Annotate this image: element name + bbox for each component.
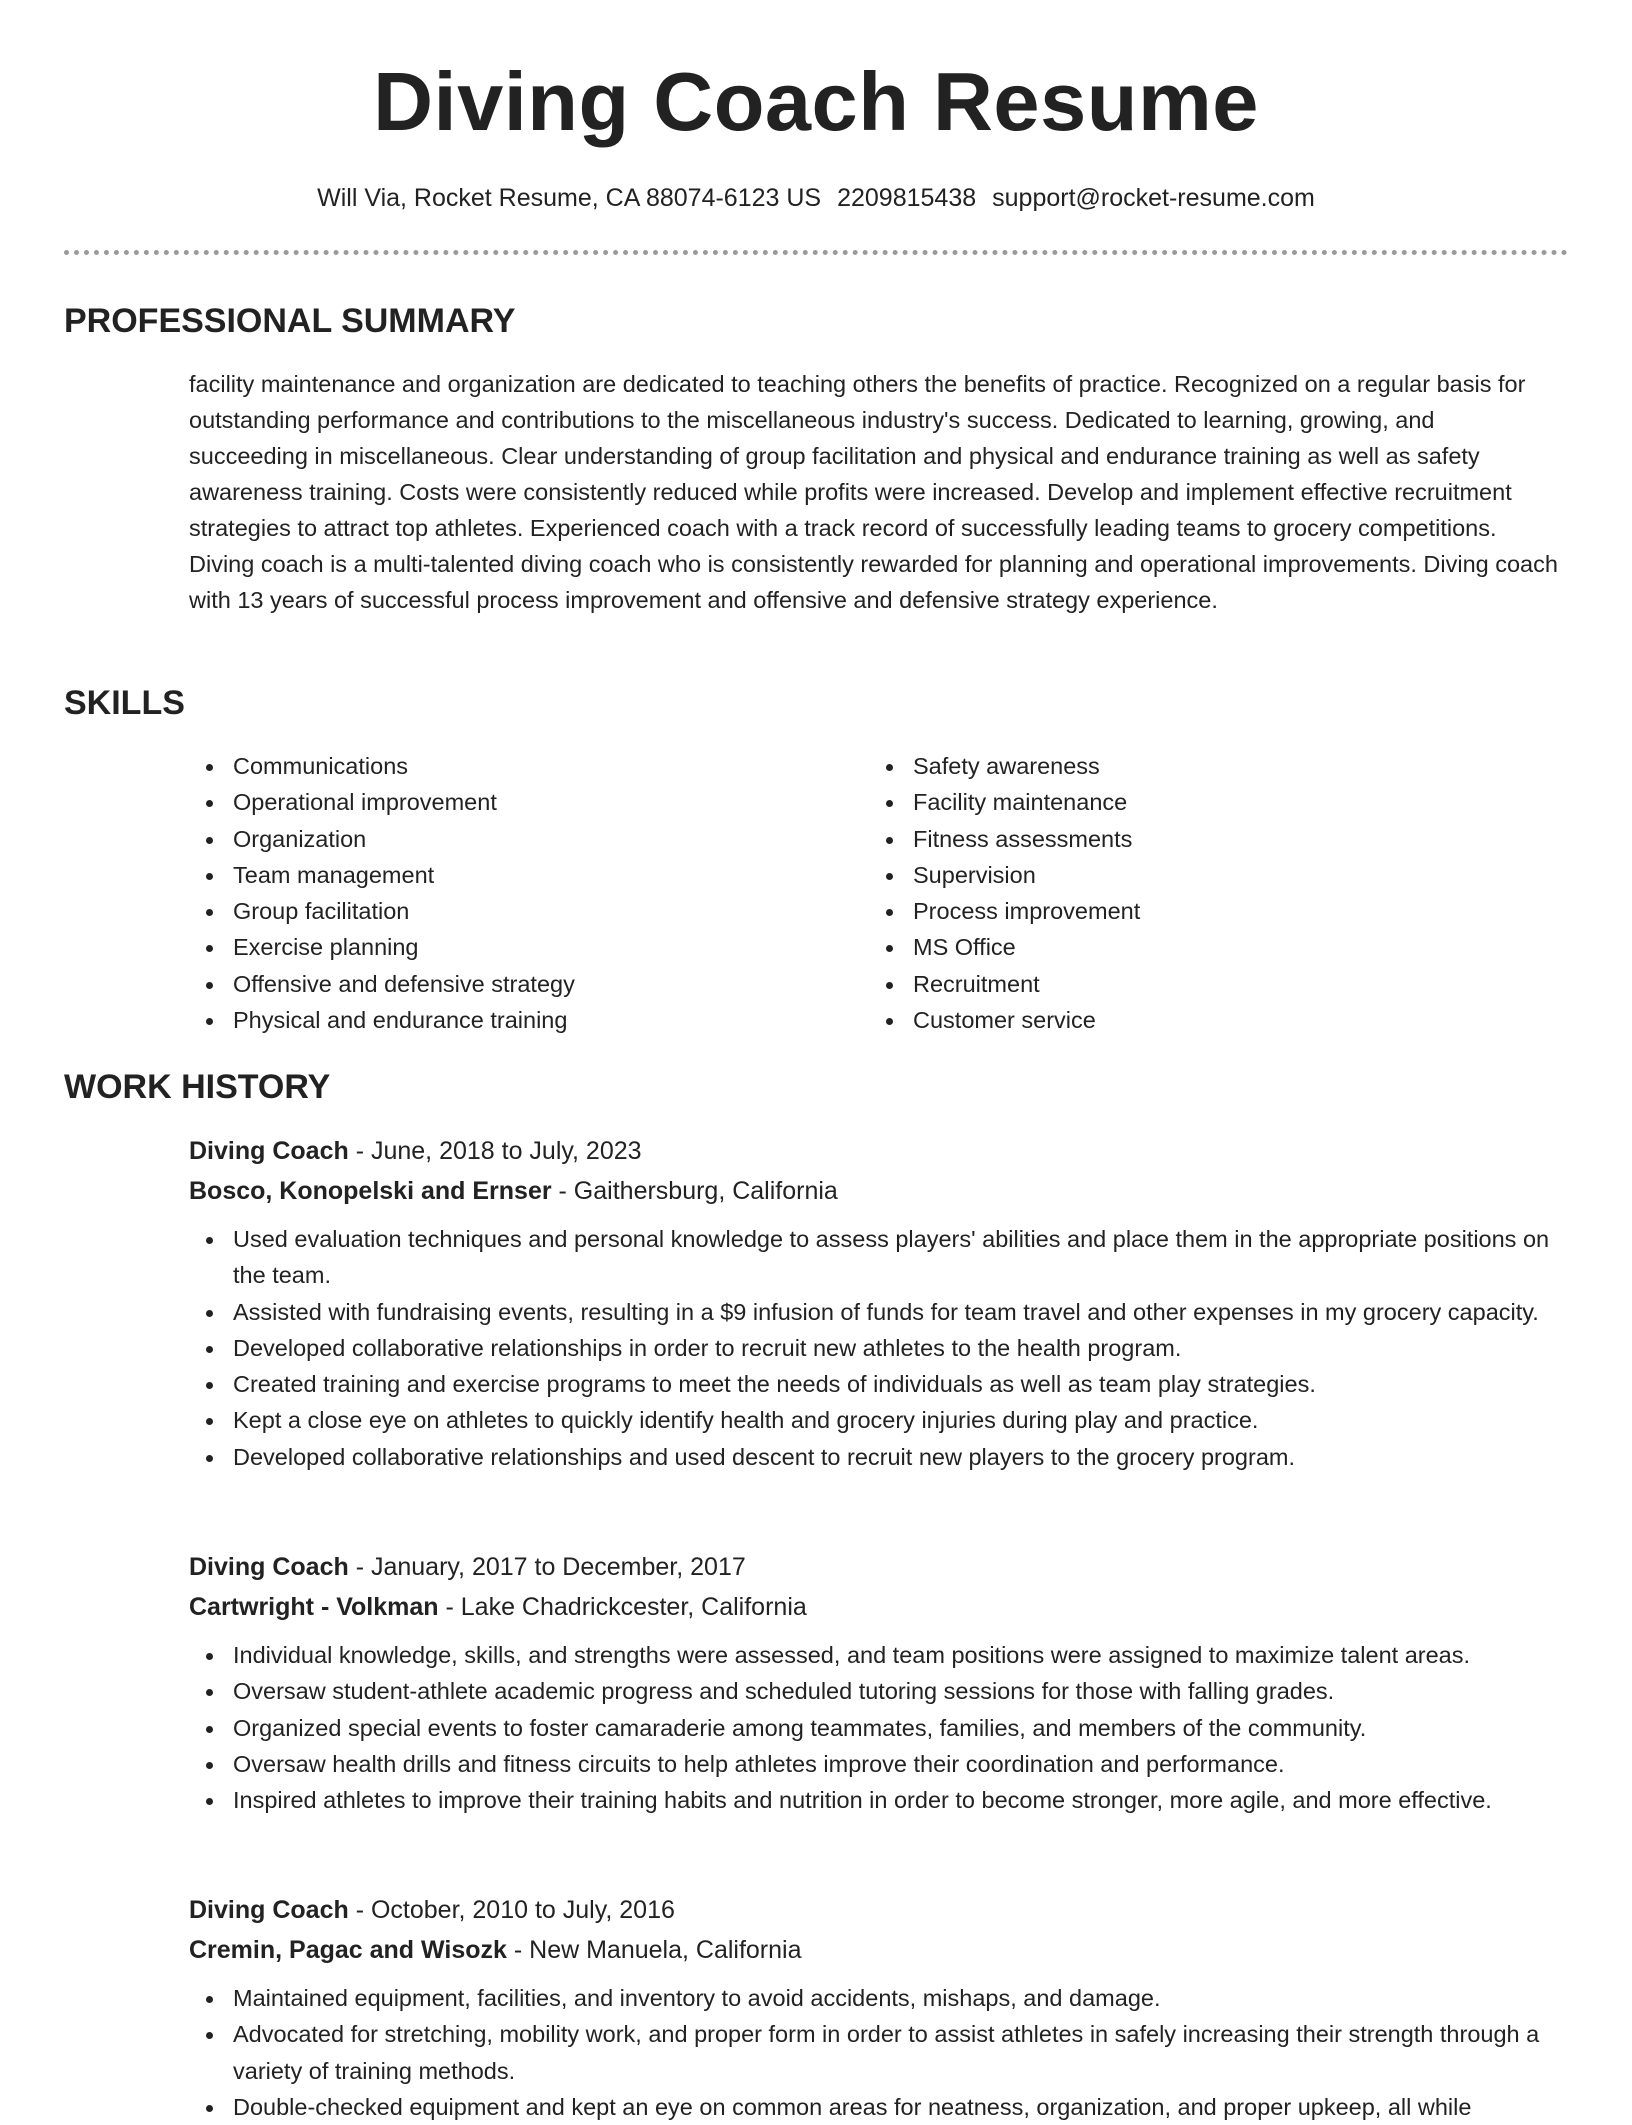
skill-item: Organization xyxy=(189,821,869,857)
contact-email: support@rocket-resume.com xyxy=(992,184,1315,212)
job-company: Cartwright - Volkman xyxy=(189,1593,439,1621)
job-entry xyxy=(189,1547,1569,1818)
job-duty: Used evaluation techniques and personal knowledge to assess players' abilities and place them in the appropriate positions on the team. xyxy=(189,1221,1569,1294)
job-dates: - June, 2018 to July, 2023 xyxy=(348,1137,642,1165)
job-location: - Gaithersburg, California xyxy=(551,1177,838,1205)
job-company: Cremin, Pagac and Wisozk xyxy=(189,1936,507,1964)
job-company-line xyxy=(189,1930,1569,1970)
job-duty: Kept a close eye on athletes to quickly identify health and grocery injuries during play and practice. xyxy=(189,1402,1569,1438)
skill-item: Customer service xyxy=(869,1002,1549,1038)
skill-item: Fitness assessments xyxy=(869,821,1549,857)
job-title-line xyxy=(189,1131,1569,1171)
job-duty: Double-checked equipment and kept an eye on common areas for neatness, organization, and proper upkeep, all while xyxy=(189,2089,1569,2125)
job-duty: Organized special events to foster camaraderie among teammates, families, and members of the community. xyxy=(189,1710,1569,1746)
contact-phone: 2209815438 xyxy=(837,184,977,212)
resume-title: Diving Coach Resume xyxy=(373,55,1259,148)
skills-list xyxy=(189,748,1549,1038)
job-location: - Lake Chadrickcester, California xyxy=(438,1593,807,1621)
job-dates: - January, 2017 to December, 2017 xyxy=(348,1553,746,1581)
skill-item: Physical and endurance training xyxy=(189,1002,869,1038)
job-duty: Advocated for stretching, mobility work, and proper form in order to assist athletes in safely increasing their strength through a variety of training methods. xyxy=(189,2016,1569,2089)
work-history-heading: WORK HISTORY xyxy=(64,1068,331,1106)
job-duties xyxy=(189,1637,1569,1818)
job-duty: Individual knowledge, skills, and strengths were assessed, and team positions were assigned to maximize talent areas. xyxy=(189,1637,1569,1673)
job-title: Diving Coach xyxy=(189,1137,349,1165)
skill-item: Team management xyxy=(189,857,869,893)
job-location: - New Manuela, California xyxy=(506,1936,802,1964)
job-company-line xyxy=(189,1587,1569,1627)
job-company-line xyxy=(189,1171,1569,1211)
skills-heading: SKILLS xyxy=(64,684,185,722)
job-entry xyxy=(189,1890,1569,2125)
job-duties xyxy=(189,1221,1569,1475)
contact-address: Will Via, Rocket Resume, CA 88074-6123 US xyxy=(317,184,822,212)
skills-column-left xyxy=(189,748,869,1038)
job-duties xyxy=(189,1980,1569,2125)
skill-item: Group facilitation xyxy=(189,893,869,929)
summary-heading: PROFESSIONAL SUMMARY xyxy=(64,302,516,340)
job-entry xyxy=(189,1131,1569,1475)
job-duty: Maintained equipment, facilities, and inventory to avoid accidents, mishaps, and damage. xyxy=(189,1980,1569,2016)
skill-item: Recruitment xyxy=(869,966,1549,1002)
job-duty: Oversaw health drills and fitness circuits to help athletes improve their coordination and performance. xyxy=(189,1746,1569,1782)
job-title: Diving Coach xyxy=(189,1896,349,1924)
skill-item: Exercise planning xyxy=(189,929,869,965)
skill-item: MS Office xyxy=(869,929,1549,965)
job-company: Bosco, Konopelski and Ernser xyxy=(189,1177,552,1205)
job-dates: - October, 2010 to July, 2016 xyxy=(348,1896,675,1924)
job-duty: Assisted with fundraising events, resulting in a $9 infusion of funds for team travel and other expenses in my grocery capacity. xyxy=(189,1294,1569,1330)
job-title-line xyxy=(189,1890,1569,1930)
job-duty: Developed collaborative relationships and used descent to recruit new players to the grocery program. xyxy=(189,1439,1569,1475)
skill-item: Offensive and defensive strategy xyxy=(189,966,869,1002)
summary-text: facility maintenance and organization are dedicated to teaching others the benefits of practice. Recognized on a regular basis for outstanding performance and contributions to the miscellaneous industry's success. Dedicated to learning, growing, and succeeding in miscellaneous. Clear understanding of group facilitation and physical and endurance training as well as safety awareness training. Costs were consistently reduced while profits were increased. Develop and implement effective recruitment strategies to attract top athletes. Experienced coach with a track record of successfully leading teams to grocery competitions. Diving coach is a multi-talented diving coach who is consistently rewarded for planning and operational improvements. Diving coach with 13 years of successful process improvement and offensive and defensive strategy experience. xyxy=(189,371,1558,613)
skill-item: Communications xyxy=(189,748,869,784)
job-title: Diving Coach xyxy=(189,1553,349,1581)
skill-item: Operational improvement xyxy=(189,784,869,820)
skill-item: Safety awareness xyxy=(869,748,1549,784)
header-divider xyxy=(64,250,1568,255)
skills-column-right xyxy=(869,748,1549,1038)
job-duty: Oversaw student-athlete academic progress and scheduled tutoring sessions for those with falling grades. xyxy=(189,1673,1569,1709)
skill-item: Process improvement xyxy=(869,893,1549,929)
job-duty: Created training and exercise programs to meet the needs of individuals as well as team play strategies. xyxy=(189,1366,1569,1402)
job-title-line xyxy=(189,1547,1569,1587)
job-duty: Inspired athletes to improve their training habits and nutrition in order to become stronger, more agile, and more effective. xyxy=(189,1782,1569,1818)
skill-item: Supervision xyxy=(869,857,1549,893)
job-duty: Developed collaborative relationships in order to recruit new athletes to the health program. xyxy=(189,1330,1569,1366)
skill-item: Facility maintenance xyxy=(869,784,1549,820)
contact-line xyxy=(0,181,1632,215)
